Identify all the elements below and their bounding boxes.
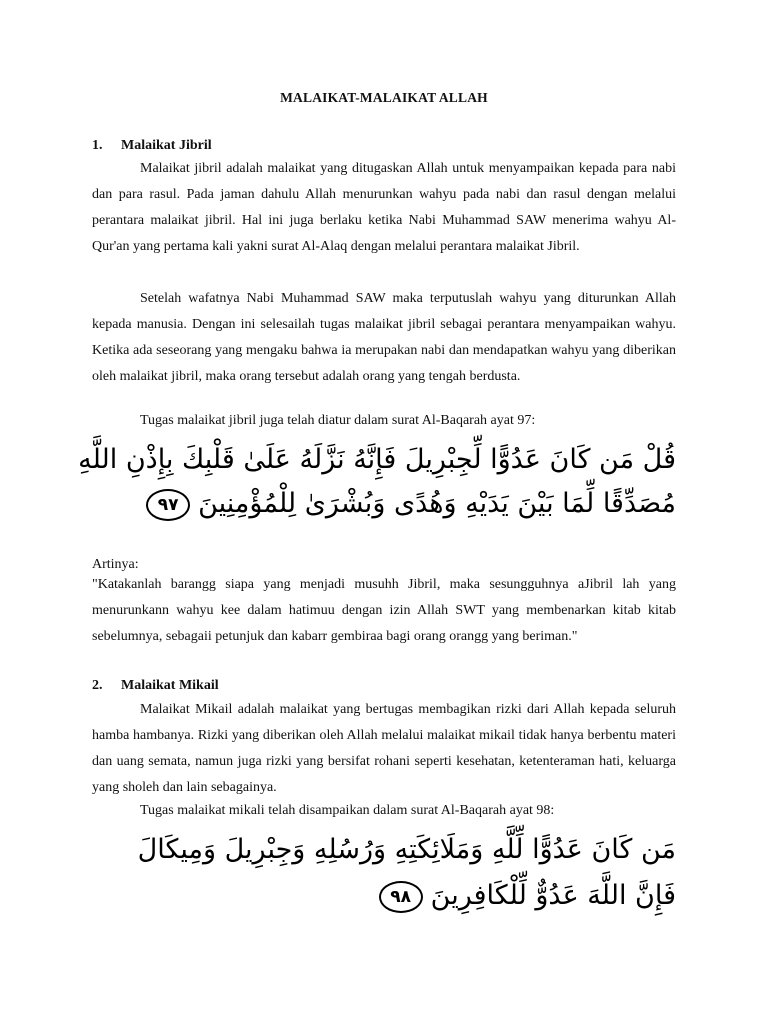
arabic-verse-97-line1: قُلْ مَن كَانَ عَدُوًّا لِّجِبْرِيلَ فَإِنَّهُ نَزَّلَهُ عَلَىٰ قَلْبِكَ بِإِذْنِ اللَّهِ (78, 444, 676, 475)
ayah-number-97: ٩٧ (146, 489, 190, 521)
section-heading-mikail (92, 678, 219, 694)
section-title: Malaikat Jibril (121, 138, 212, 153)
arabic-verse-text: فَإِنَّ اللَّهَ عَدُوٌّ لِّلْكَافِرِينَ (430, 880, 676, 911)
arabic-verse-98-line1: مَن كَانَ عَدُوًّا لِّلَّهِ وَمَلَائِكَتِهِ وَرُسُلِهِ وَجِبْرِيلَ وَمِيكَالَ (137, 834, 676, 865)
paragraph-jibril-2: Setelah wafatnya Nabi Muhammad SAW maka terputuslah wahyu yang diturunkan Allah kepada manusia. Dengan ini selesailah tugas malaikat jibril sebagai perantara menyampaikan wahyu. Ketika ada seseorang yang mengaku bahwa ia merupakan nabi dan mendapatkan wahyu yang diberikan oleh malaikat jibril, maka orang tersebut adalah orang yang tengah berdusta. (92, 291, 676, 384)
ayah-number-98: ٩٨ (379, 881, 423, 913)
page-title: MALAIKAT-MALAIKAT ALLAH (280, 90, 488, 105)
artinya-label: Artinya: (92, 557, 139, 572)
section-heading-jibril (92, 138, 212, 154)
section-title: Malaikat Mikail (121, 678, 219, 693)
translation-text: "Katakanlah barangg siapa yang menjadi musuhh Jibril, maka sesungguhnya aJibril lah yang menurunkann wahyu kee dalam hatimuu dengan izin Allah SWT yang membenarkan kitab kitab sebelumnya, sebagaii petunjuk dan kabarr gembiraa bagi orang orangg yang beriman." (92, 577, 676, 644)
paragraph-jibril-1: Malaikat jibril adalah malaikat yang ditugaskan Allah untuk menyampaikan kepada para nabi dan para rasul. Pada jaman dahulu Allah menurunkan wahyu pada nabi dan rasul dengan melalui perantara malaikat jibril. Hal ini juga berlaku ketika Nabi Muhammad SAW menerima wahyu Al-Qur'an yang pertama kali yakni surat Al-Alaq dengan melalui perantara malaikat Jibril. (92, 161, 676, 254)
paragraph-mikail-2: Tugas malaikat mikali telah disampaikan dalam surat Al-Baqarah ayat 98: (140, 803, 555, 818)
paragraph-jibril-3: Tugas malaikat jibril juga telah diatur dalam surat Al-Baqarah ayat 97: (140, 413, 536, 428)
section-number: 1. (92, 138, 103, 153)
arabic-verse-97-line2 (140, 484, 676, 524)
section-number: 2. (92, 678, 103, 693)
arabic-verse-text: مُصَدِّقًا لِّمَا بَيْنَ يَدَيْهِ وَهُدًى وَبُشْرَىٰ لِلْمُؤْمِنِينَ (198, 488, 676, 519)
arabic-verse-98-line2 (373, 876, 676, 916)
paragraph-mikail-1: Malaikat Mikail adalah malaikat yang bertugas membagikan rizki dari Allah kepada seluruh hamba hambanya. Rizki yang diberikan oleh Allah melalui malaikat mikail tidak hanya berbentu materi dan uang semata, namun juga rizki yang bersifat rohani seperti kesehatan, ketenteraman hati, keluarga yang sholeh dan lain sebagainya. (92, 702, 676, 795)
